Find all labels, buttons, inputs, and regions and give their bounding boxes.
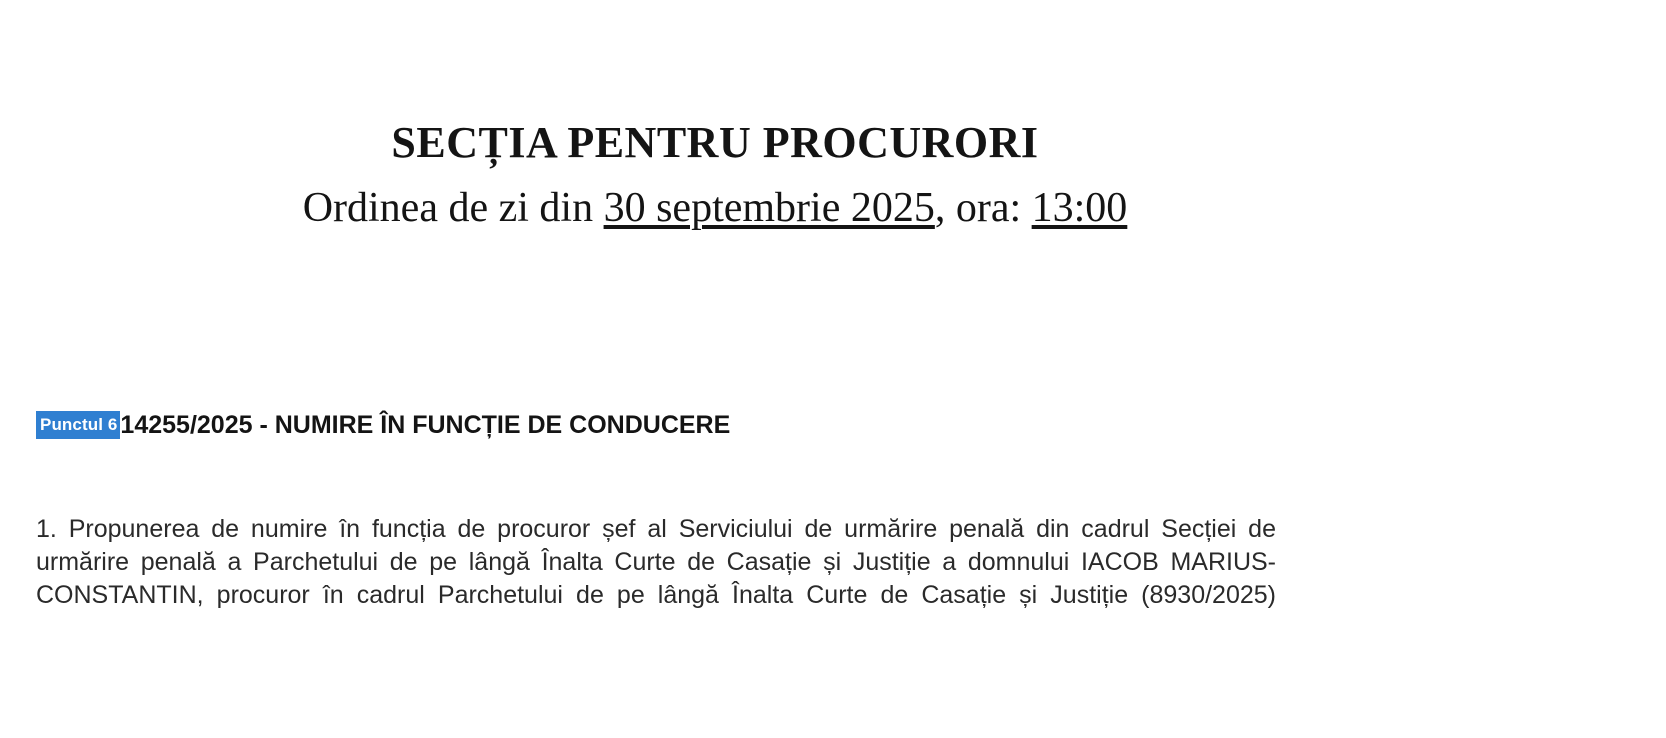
subtitle-prefix: Ordinea de zi din [302,184,604,231]
document-header [0,118,1430,235]
agenda-date: 30 septembrie 2025 [603,184,935,231]
page-title: SECȚIA PENTRU PROCURORI [391,118,1039,167]
agenda-time: 13:00 [1031,184,1128,231]
agenda-item-heading: 14255/2025 - NUMIRE ÎN FUNCȚIE DE CONDUCERE [120,411,731,439]
agenda-subtitle [0,181,1430,236]
point-number-badge: Punctul 6 [36,411,120,439]
agenda-item-body: 1. Propunerea de numire în funcția de procuror șef al Serviciului de urmărire penală din cadrul Secției de urmărire penală a Parchetului de pe lângă Înalta Curte de Casație și Justiție a domnului IACOB MARIUS-CONSTANTIN, procuror în cadrul Parchetului de pe lângă Înalta Curte de Casație și Justiție (8930/2025) [36,515,1276,609]
subtitle-middle: , ora: [934,184,1032,231]
agenda-item-line [36,411,730,439]
